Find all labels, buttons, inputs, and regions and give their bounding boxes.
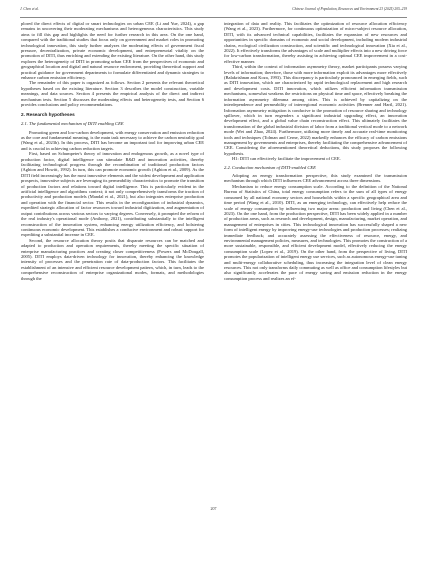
paragraph: Promoting green and low-carbon development, with energy conservation and emission reduction as the core and fundamental meaning, is the main task necessary to achieve the carbon neutrality goal (Wang et al., 2023b). In this process, DITI has become an important tool for improving urban CEE and is crucial in achieving carbon reduction targets.	[21, 129, 204, 151]
left-column	[21, 21, 204, 501]
section-heading: 2. Research hypotheses	[21, 111, 75, 117]
subsection-heading: 2.1. The fundamental mechanism of DITI enabling CEE	[21, 121, 124, 127]
page-number: 207	[210, 506, 217, 511]
hypothesis: H1: DITI can effectively facilitate the improvement of CEE.	[232, 156, 341, 162]
subsection-heading: 2.2. Conduction mechanism of DITI-enabled CEE	[224, 164, 316, 170]
header-rule	[20, 17, 407, 18]
paragraph: Adopting an energy transformation perspective, this study examined the transmission mechanism through which DITI influences CEE advancement across three dimensions.	[224, 173, 407, 184]
paragraph: First, based on Schumpeter's theory of innovation and endogenous growth, as a novel type of production factor, digital intelligence can stimulate R&D and innovation activities, thereby facilitating technological progress through the recombination of traditional production factors (Aghion and Howitt, 1992). In turn, this can promote economic growth (Aghion et al., 2009). As the DITI field increasingly has the most innovative elements and the widest development and application prospects, innovative subjects are leveraging its permeability characteristics to promote the transition of production factors and relations toward digital intelligence. This is particularly evident in the artificial intelligence and algorithms context; it not only comprehensively transforms the traction of productivity and production models (Mandal et al., 2021), but also integrates enterprise production and operation with the financial sector. This results in the reconfiguration of industrial dynamics, expedited strategic allocation of factor resources toward industrial digitization, and augmentation of output contributions across various sectors to varying degrees. Conversely, it prompted the reform of the real industry's operational mode (Anthony, 2021), contributing substantially to the intelligent reconstruction of the innovation system, enhancing energy utilization efficiency, and bolstering continuous economic development. This establishes a conducive environment and robust support for expediting a substantial increase in CEE.	[21, 151, 204, 238]
paragraph: Second, the resource allocation theory posits that disparate resources can be matched and adapted to production and operation requirements, thereby meeting the specific situation of enterprise manufacturing practices and creating closer competitiveness (Powers and McDougall, 2005). DITI employs data-driven technology for innovation, thereby enhancing the knowledge intensity of processes and the penetration rate of data-production factors. This facilitates the establishment of an intensive and efficient resource development pattern, which, in turn, leads to the comprehensive reconstruction of enterprise organizational modes, formats, and methodologies through the	[21, 237, 204, 281]
running-head	[20, 6, 407, 16]
right-column	[224, 21, 407, 501]
paragraph: Mechanism to reduce energy consumption scale. According to the definition of the National Bureau of Statistics of China, total energy consumption refers to the sum of all types of energy consumed by all national economy sectors and households within a specific geographical area and time period (Wang et al., 2010). DITI, as an emerging technology, can effectively help reduce the scale of energy consumption by influencing two major areas: production and living (Chen et al., 2023). On the one hand, from the production perspective, DITI has been widely applied in a number of production areas, such as research and development, design, manufacturing, market operation, and management of enterprises in cities. This technological innovation has successfully shaped a new form of intelligent energy by improving energy-use technologies and production processes; realizing immediate feedback; and accurately assessing the effectiveness of resource, energy, and environmental management policies, measures, and technologies. This promotes the construction of a more sustainable, responsible, and efficient development model, effectively reducing the energy consumption scale (Lopez et al., 2019). On the other hand, from the perspective of living, DITI promotes the popularization of intelligent energy use services, such as autonomous energy-use tuning and multi-energy collaborative scheduling, thus increasing the integration level of clean energy resources. This not only transforms daily commuting as well as office and consumption lifestyles but also significantly accelerates the pace of energy saving and emission reduction in the energy consumption process and realizes an ef-	[224, 183, 407, 281]
running-head-authors: J. Chen et al.	[20, 7, 40, 11]
paragraph: The remainder of this paper is organized as follows. Section 2 presents the relevant theoretical hypotheses based on the existing literature. Section 3 describes the model construction, variable meanings, and data sources. Section 4 presents the empirical analysis of the direct and indirect mechanism tests. Section 5 discusses the moderating effects and heterogeneity tests, and Section 6 provides conclusions and policy recommendations.	[21, 80, 204, 108]
running-head-journal: Chinese Journal of Population, Resources and Environment 23 (2025) 205–219	[292, 7, 407, 11]
paragraph: integration of data and reality. This facilitates the optimization of resource allocation efficiency (Wang et al., 2023). Furthermore, for continuous optimization of micro-subject resource allocation, DITI, with its advanced technical capabilities, facilitates the expansion of new resources and opportunities in specific domains of economic and social development, including modern industrial chains, ecological civilization construction, and scientific and technological innovation (Xia et al., 2022). It effectively transforms the advantages of scale and multiplier effects into a new driving force for low-carbon transformation, thereby assisting in achieving optimal CEE improvement in a cost-effective manner.	[224, 21, 407, 64]
paragraph: plored the direct effects of digital or smart technologies on urban CEE (Li and Yue, 2024), a gap remains in uncovering their moderating mechanisms and heterogeneous characteristics. This study aims to fill this gap and highlights the need for further research in this area. On the one hand, compared with the traditional studies that focus only on government and market roles in promoting technological innovation, this study further analyzes the moderating effects of government fiscal pressure, decentralization, private economic development, and entrepreneurial vitality on the promotion of DITI, thus enriching and extending the existing literature. On the other hand, this study explores the heterogeneity of DITI in promoting urban CEE from the perspectives of economic and geographical location and digital and natural resource endowment, providing theoretical support and practical guidance for government departments to formulate differentiated and dynamic strategies to enhance carbon emission efficiency.	[21, 21, 204, 81]
paragraph: Third, within the context of information asymmetry theory, market participants possess varying levels of information; therefore, those with more information exploit its advantages more effectively (Balakrishnan and Koza, 1993). This discrepancy is particularly pronounced in emerging fields, such as DITI innovation, which are characterized by rapid technological replacement and high research and development costs. DITI innovation, which utilizes efficient information transmission mechanisms, somewhat weakens the restrictions on physical time and space, effectively breaking the information asymmetry dilemma among cities. This is achieved by capitalizing on the interdependence and permeability of interregional economic activities (Brenner and Hartl, 2021). Information asymmetry mitigation is conducive to the promotion of resource sharing and technology spillover, which in turn engenders a significant industrial upgrading effect, an innovation development effect, and a global value chain reconstruction effect. This ultimately facilitates the transformation of the global industrial division of labor from a traditional vertical mode to a network mode (Wei and Zhao, 2024). Furthermore, utilizing more timely and accurate real-time monitoring tools and techniques (Tolman and Cerne, 2022) markedly enhances the efficacy of carbon emissions management by governments and enterprises, thereby facilitating the comprehensive advancement of CEE. Considering the aforementioned theoretical deductions, this study proposes the following hypothesis.	[224, 64, 407, 156]
